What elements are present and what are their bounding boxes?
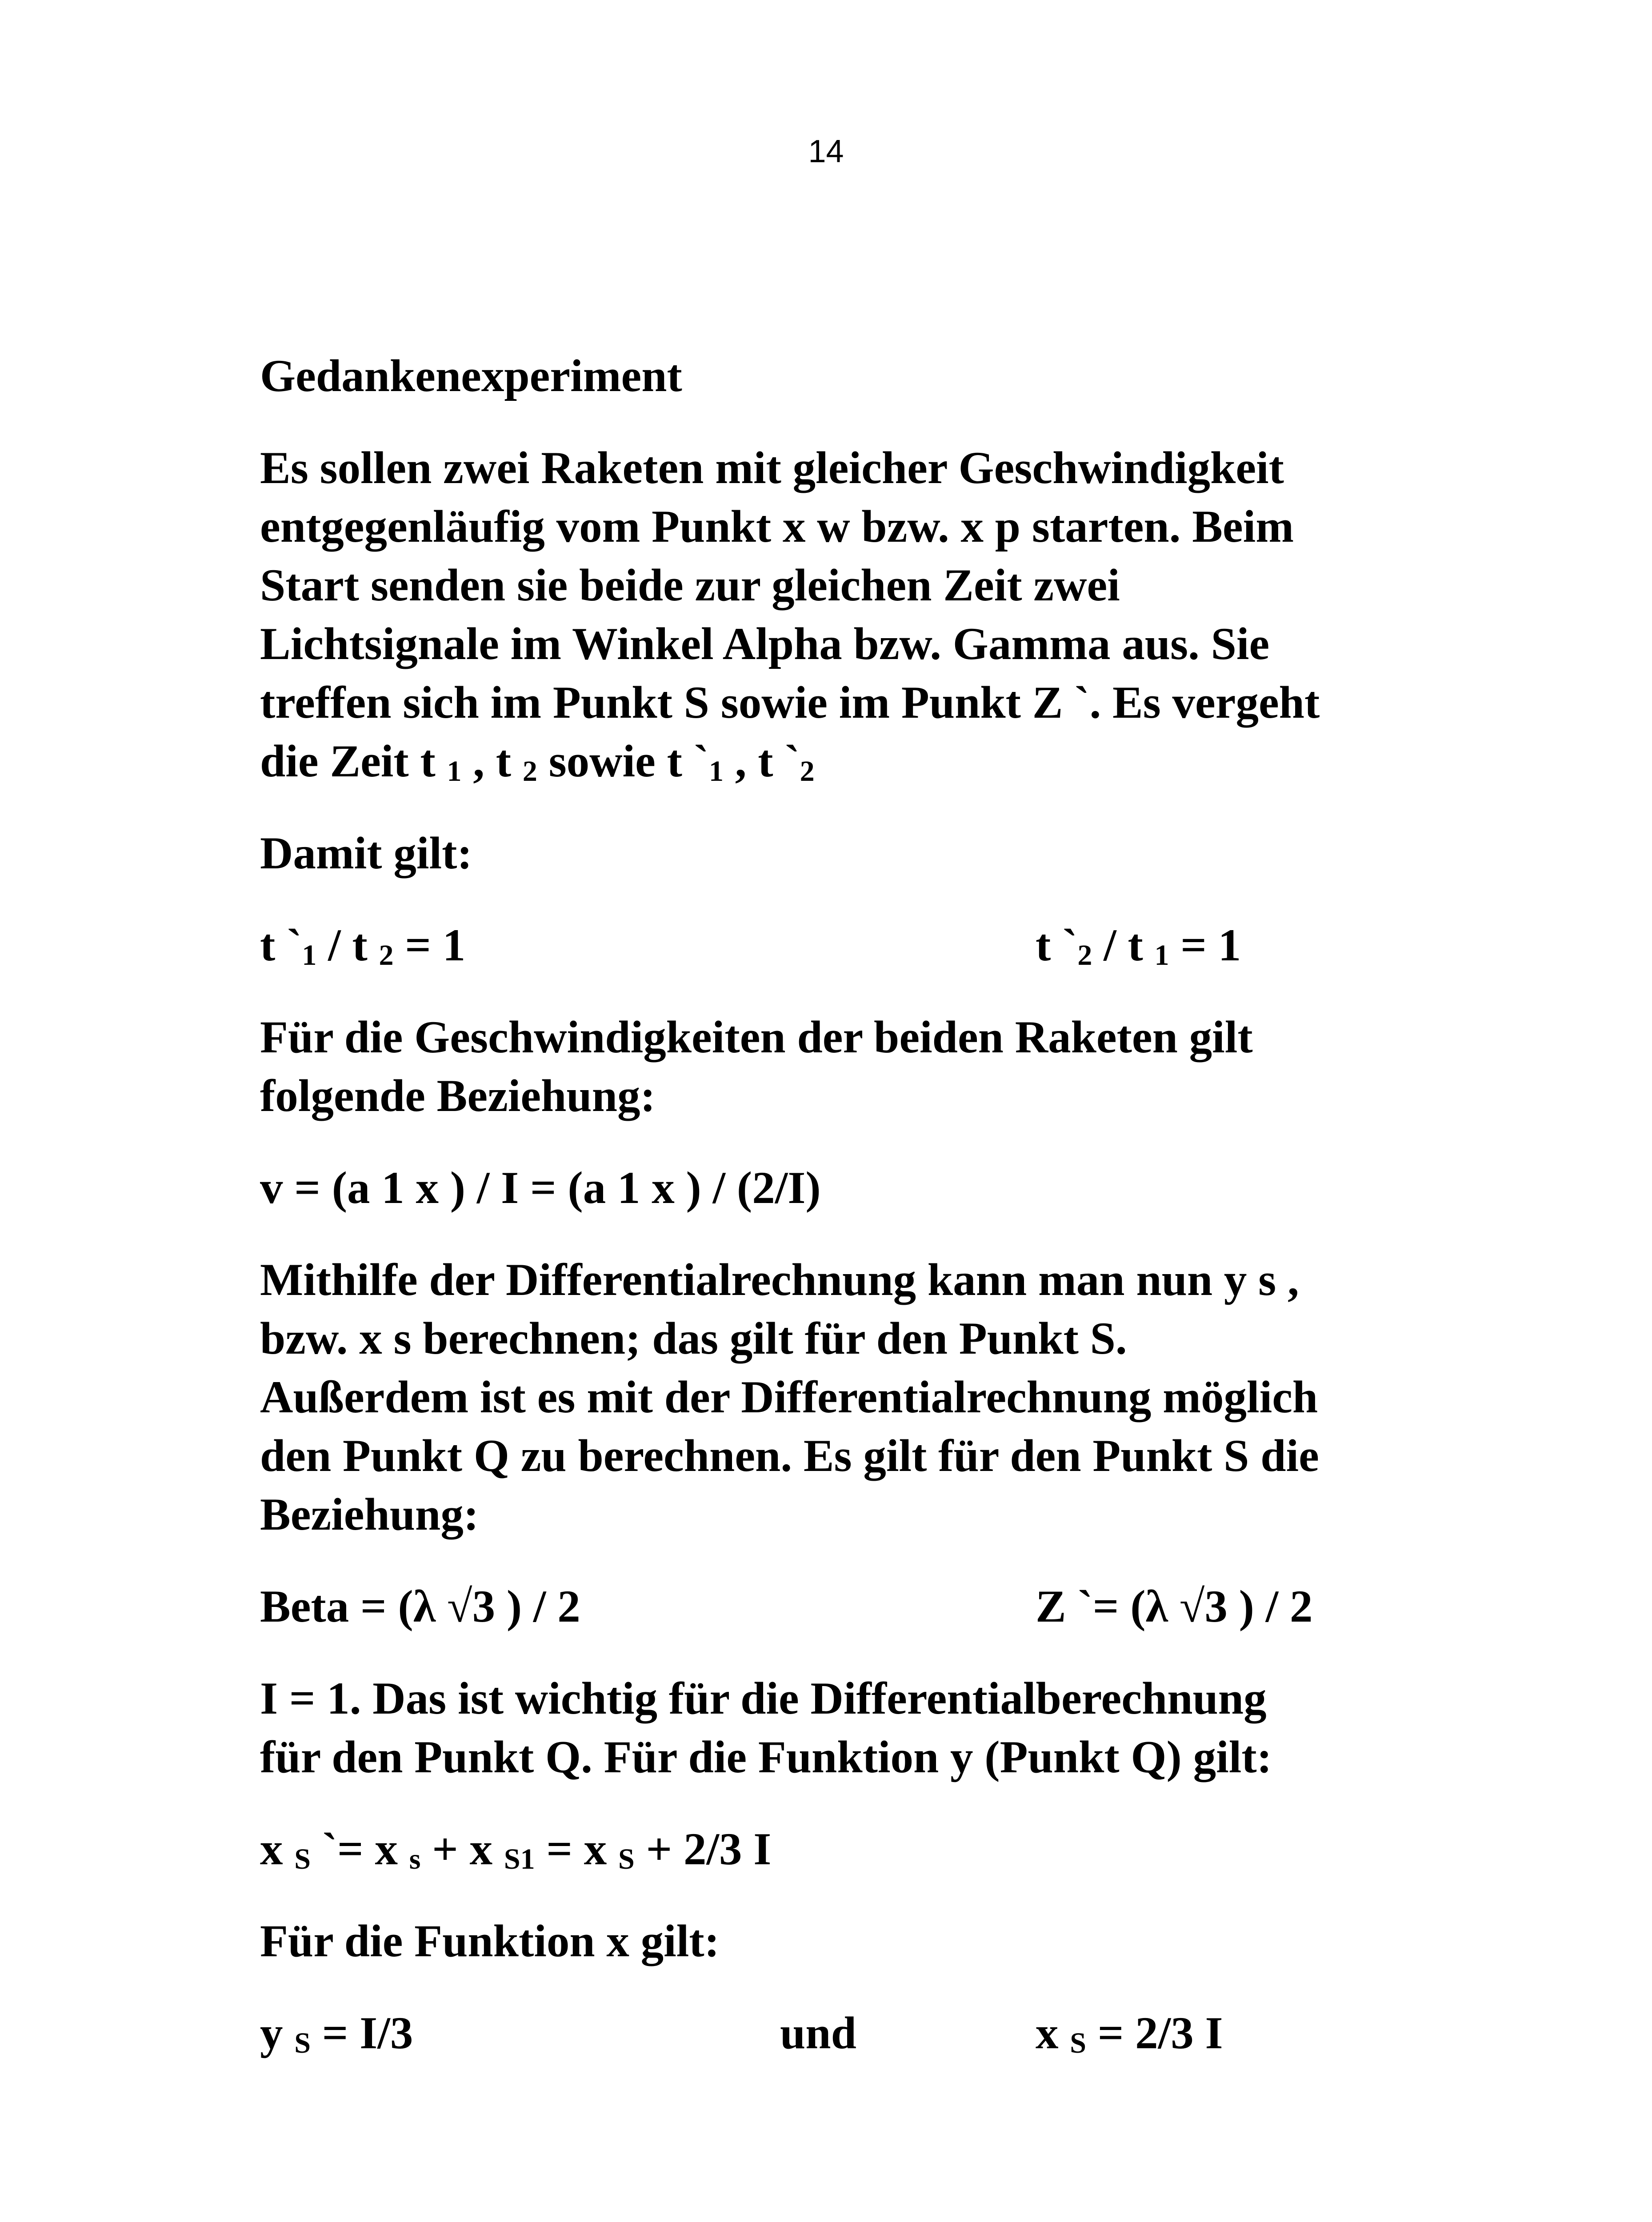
subscript: 1 (447, 755, 462, 787)
text-fragment: t ` (1036, 920, 1078, 971)
text-fragment: t ` (260, 920, 302, 971)
fuer-x-label: Für die Funktion x gilt: (260, 1916, 720, 1966)
damit-label: Damit gilt: (260, 828, 472, 879)
text-line: Beziehung: (260, 1489, 479, 1540)
text-line: für den Punkt Q. Für die Funktion y (Punkt Q) gilt: (260, 1732, 1272, 1782)
text-line: bzw. x s berechnen; das gilt für den Punkt S. (260, 1313, 1127, 1364)
equation-xs (260, 1820, 1416, 1878)
equation-ys (260, 2004, 413, 2062)
section-heading: Gedankenexperiment (260, 351, 682, 401)
subscript: 2 (800, 755, 815, 787)
und-label: und (780, 2008, 856, 2058)
text-fragment: die Zeit t (260, 736, 447, 787)
text-fragment: sowie t ` (537, 736, 709, 787)
subscript: 2 (1077, 939, 1092, 971)
text-fragment: / t (316, 920, 379, 971)
text-fragment: / t (1092, 920, 1155, 971)
text-fragment: x (260, 1824, 295, 1874)
equation-time-ratio-right (1036, 916, 1241, 975)
subscript: S (294, 1843, 311, 1875)
paragraph-point-q (260, 1669, 1416, 1786)
paragraph-velocity (260, 1008, 1416, 1125)
text-line: Mithilfe der Differentialrechnung kann man nun y s , (260, 1255, 1299, 1305)
text-line: Außerdem ist es mit der Differentialrechnung möglich (260, 1372, 1318, 1423)
text-line: Es sollen zwei Raketen mit gleicher Geschwindigkeit (260, 443, 1284, 493)
text-fragment: , t ` (723, 736, 800, 787)
text-line: Start senden sie beide zur gleichen Zeit zwei (260, 560, 1120, 611)
equation-row-beta (260, 1577, 1416, 1636)
text-fragment: = I/3 (310, 2008, 413, 2058)
text-line: folgende Beziehung: (260, 1071, 656, 1121)
equation-velocity: v = (a 1 x ) / I = (a 1 x ) / (2/I) (260, 1163, 821, 1213)
text-fragment: = 2/3 I (1086, 2008, 1223, 2058)
text-line: Für die Geschwindigkeiten der beiden Raketen gilt (260, 1012, 1253, 1063)
equation-time-ratio-left (260, 916, 465, 975)
text-fragment: x (1036, 2008, 1070, 2058)
subscript: 1 (1154, 939, 1169, 971)
subscript: S (618, 1843, 635, 1875)
equation-xs-value (1036, 2004, 1223, 2062)
text-line: Lichtsignale im Winkel Alpha bzw. Gamma aus. Sie (260, 619, 1270, 669)
text-fragment: = x (535, 1824, 619, 1874)
subscript: s (409, 1843, 421, 1875)
text-fragment: = 1 (393, 920, 466, 971)
text-line: den Punkt Q zu berechnen. Es gilt für den Punkt S die (260, 1431, 1319, 1481)
equation-beta: Beta = (λ √3 ) / 2 (260, 1581, 580, 1632)
text-fragment: + x (420, 1824, 504, 1874)
subscript: S (1070, 2027, 1086, 2059)
text-line: I = 1. Das ist wichtig für die Differentialberechnung (260, 1673, 1267, 1724)
text-fragment: , t (461, 736, 523, 787)
text-line (260, 732, 1416, 791)
subscript: 1 (708, 755, 724, 787)
paragraph-differential (260, 1251, 1416, 1544)
equation-row-time-ratios (260, 916, 1416, 975)
subscript: 2 (522, 755, 537, 787)
subscript: 1 (302, 939, 317, 971)
paragraph-intro (260, 439, 1416, 791)
subscript: S1 (504, 1843, 535, 1875)
text-fragment: `= x (310, 1824, 409, 1874)
equation-z: Z `= (λ √3 ) / 2 (1036, 1581, 1313, 1632)
text-line: treffen sich im Punkt S sowie im Punkt Z `. Es vergeht (260, 677, 1320, 728)
text-fragment: + 2/3 I (634, 1824, 772, 1874)
text-fragment: = 1 (1169, 920, 1241, 971)
page-content (260, 347, 1416, 2096)
page-number: 14 (808, 134, 844, 169)
subscript: 2 (379, 939, 394, 971)
equation-row-ys-xs (260, 2004, 1416, 2062)
text-fragment: y (260, 2008, 295, 2058)
text-line: entgegenläufig vom Punkt x w bzw. x p starten. Beim (260, 501, 1294, 552)
subscript: S (294, 2027, 311, 2059)
